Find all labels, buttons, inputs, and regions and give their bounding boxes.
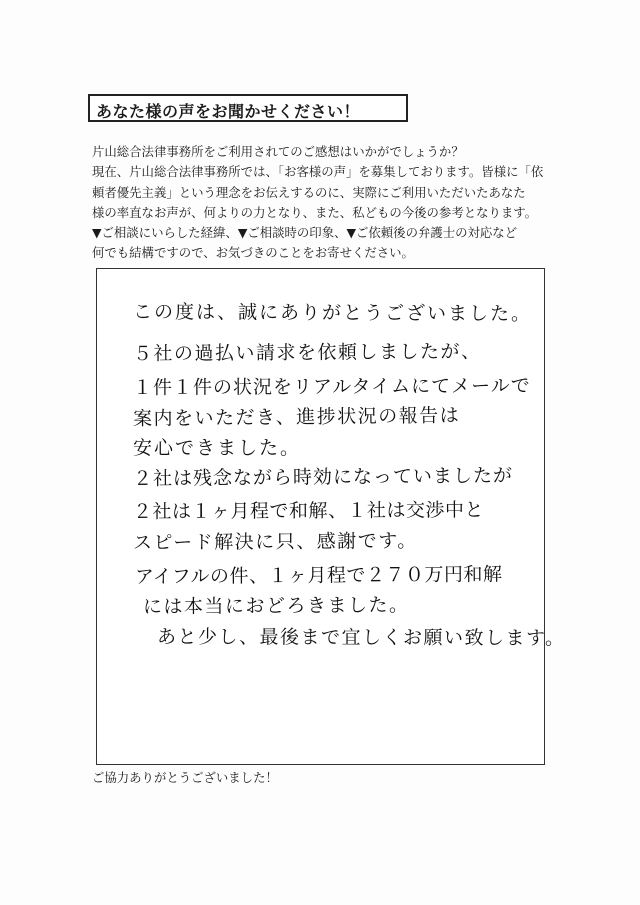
intro-text: [92, 142, 562, 264]
thanks-note: ご協力ありがとうございました！: [92, 770, 278, 785]
answer-box: [96, 268, 566, 765]
handwritten-line: 案内をいただき、進捗状況の報告は: [132, 404, 461, 430]
handwritten-comment: [97, 269, 566, 764]
handwritten-line: ５社の過払い請求を依頼しましたが、: [132, 340, 482, 365]
intro-line: ▼ご相談にいらした経緯、▼ご相談時の印象、▼ご依頼後の弁護士の対応など: [92, 225, 518, 241]
handwritten-line: ２社は１ヶ月程で和解、１社は交渉中と: [132, 499, 485, 523]
intro-line: 何でも結構ですので、お気づきのことをお寄せください。: [92, 245, 414, 261]
handwritten-line: スピード解決に只、感謝です。: [132, 530, 418, 554]
intro-line: 現在、片山総合法律事務所では、「お客様の声」を募集しております。皆様に「依: [92, 164, 544, 180]
handwritten-line: あと少し、最後まで宜しくお願い致します。: [156, 626, 566, 650]
handwritten-line: には本当におどろきました。: [142, 594, 410, 618]
handwritten-line: この度は、誠にありがとうございました。: [132, 301, 533, 326]
heading-box: [88, 94, 408, 122]
heading-title: あなた様の声をお聞かせください！: [96, 102, 361, 121]
intro-line: 片山総合法律事務所をご利用されてのご感想はいかがでしょうか？: [92, 144, 464, 159]
handwritten-line: 安心できました。: [133, 437, 302, 459]
handwritten-line: １件１件の状況をリアルタイムにてメールで: [132, 374, 531, 399]
intro-line: 様の率直なお声が、何よりの力となり、また、私どもの今後の参考となります。: [92, 204, 538, 220]
handwritten-line: ２社は残念ながら時効になっていましたが: [132, 464, 514, 490]
handwritten-line: アイフルの件、１ヶ月程で２７０万円和解: [134, 563, 503, 588]
intro-line: 頼者優先主義」という理念をお伝えするのに、実際にご利用いただいたあなた: [92, 184, 526, 200]
